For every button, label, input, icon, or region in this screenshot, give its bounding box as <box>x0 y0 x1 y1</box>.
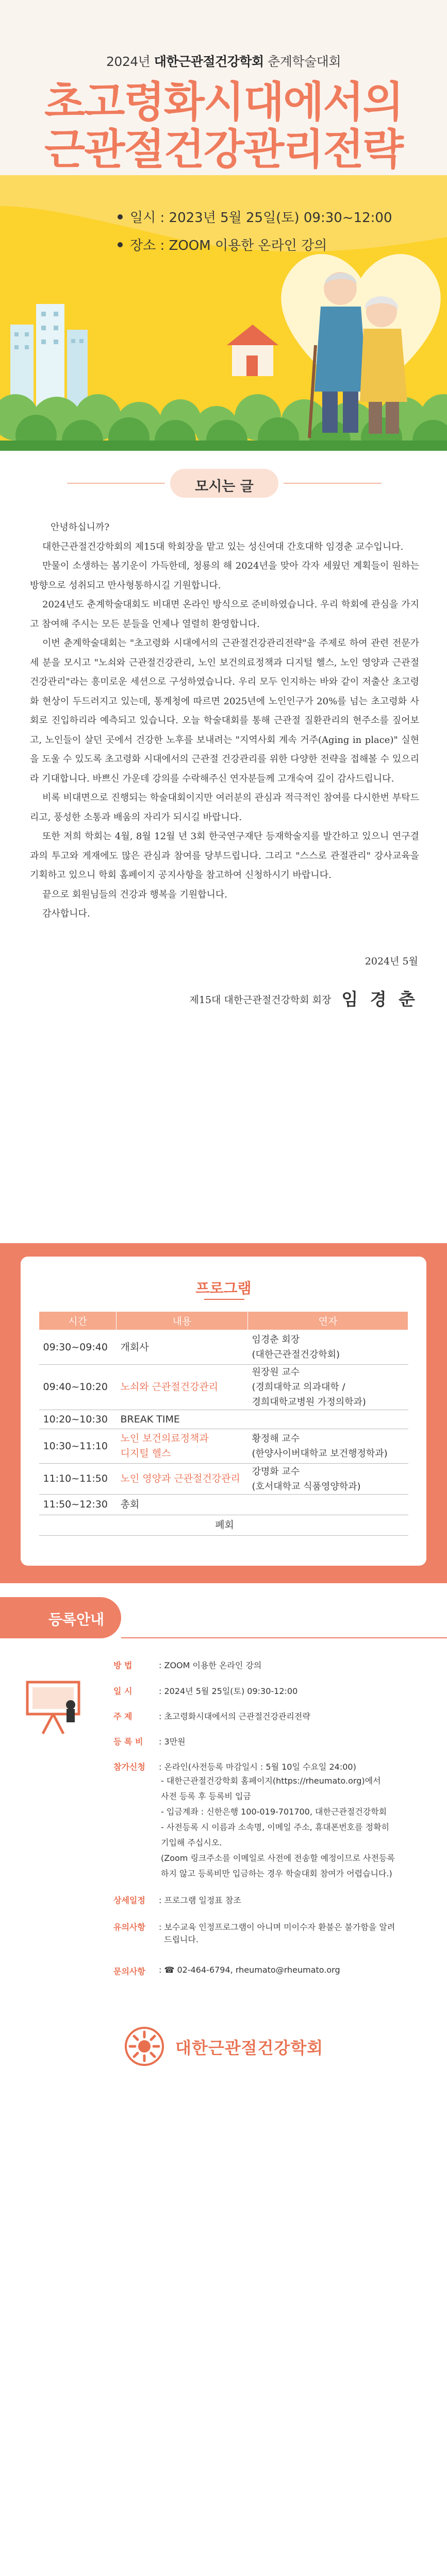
schedule-time: 09:30~09:40 <box>39 1330 117 1365</box>
speaker-line: 강명화 교수 <box>252 1466 300 1477</box>
item-value: : 2024년 5월 25일(토) 09:30-12:00 <box>159 1686 298 1696</box>
schedule-speaker <box>248 1429 408 1464</box>
item-label: 유의사항 <box>113 1922 145 1932</box>
item-value: : 초고령화시대에서의 근관절건강관리전략 <box>159 1711 310 1721</box>
item-label: 상세일정 <box>113 1895 145 1905</box>
footer-logo <box>124 2026 330 2067</box>
schedule-time: 09:40~10:20 <box>39 1365 117 1410</box>
letter-paragraph: 만물이 소생하는 봄기운이 가득한데, 청룡의 해 2024년을 맞아 각자 세웠던 계획들이 원하는 방향으로 성취되고 만사형통하시길 기원합니다. <box>30 561 419 591</box>
apply-detail-line: - 입금계좌 : 신한은행 100-019-701700, 대한근관절건강학회 <box>161 1807 387 1817</box>
schedule-content: 총회 <box>117 1495 248 1515</box>
page-title-line1: 초고령화시대에서의 <box>44 78 403 127</box>
event-place-text: 장소 : ZOOM 이용한 온라인 강의 <box>130 238 327 253</box>
registration-heading <box>0 1597 206 1638</box>
letter-paragraph: 또한 저희 학회는 4월, 8월 12월 년 3회 한국연구재단 등재학술지를 발간하고 있으니 연구결과의 투고와 게재에도 많은 관심과 참여를 당부드립니다. 그리고 "스스로 관절관리" 강사교육을 기획하고 있으니 학회 홈페이지 공지사항을 참고하여 신청하시기 바랍니다. <box>30 831 419 880</box>
letter-body <box>30 502 419 924</box>
apply-detail-line: 하지 않고 등록비만 입금하는 경우 학술대회 참여가 어렵습니다.) <box>161 1869 392 1878</box>
schedule-speaker <box>248 1365 408 1410</box>
apply-detail-line: (Zoom 링크주소를 이메일로 사전에 전송할 예정이므로 사전등록 <box>161 1853 395 1863</box>
table-row-closing <box>39 1515 408 1536</box>
column-header: 시간 <box>39 1312 117 1330</box>
letter-paragraph: 안녕하십니까? <box>51 522 109 533</box>
schedule-speaker <box>248 1330 408 1365</box>
apply-detail-line: 기입해 주십시오. <box>161 1838 222 1848</box>
item-value: : 프로그램 일정표 참조 <box>159 1895 241 1905</box>
letter-heading <box>0 451 447 502</box>
item-label: 등 록 비 <box>113 1737 143 1747</box>
item-value: : 3만원 <box>159 1737 186 1747</box>
conference-subtitle <box>0 52 447 70</box>
item-label: 주 제 <box>113 1711 133 1721</box>
item-label: 문의사항 <box>113 1967 145 1976</box>
house-illustration <box>227 325 278 376</box>
table-row <box>39 1464 408 1495</box>
item-value: 드립니다. <box>164 1935 198 1944</box>
footer-society-name: 대한근관절건강학회 <box>175 2038 324 2058</box>
speaker-line: 경희대학교병원 가정의학과) <box>252 1397 366 1408</box>
item-label: 참가신청 <box>113 1762 145 1772</box>
society-logo-icon <box>124 2026 165 2067</box>
subtitle-society: 대한근관절건강학회 <box>154 54 264 69</box>
divider <box>284 483 382 484</box>
signature-role: 제15대 대한근관절건강학회 회장 <box>189 994 332 1006</box>
hero-banner <box>0 175 447 451</box>
program-title: 프로그램 <box>195 1280 252 1297</box>
schedule-content: 노인 영양과 근관절건강관리 <box>117 1464 248 1495</box>
table-row <box>39 1429 408 1464</box>
letter-paragraph: 비록 비대면으로 진행되는 학술대회이지만 여러분의 관심과 적극적인 참여를 다시한번 부탁드리고, 풍성한 소통과 배움의 자리가 되시길 바랍니다. <box>30 792 419 823</box>
subtitle-suffix: 춘계학술대회 <box>268 54 341 69</box>
letter-title: 모시는 글 <box>195 479 254 495</box>
schedule-speaker <box>248 1495 408 1515</box>
event-datetime-text: 일시 : 2023년 5월 25일(토) 09:30~12:00 <box>130 210 392 226</box>
letter-paragraph: 끝으로 회원님들의 건강과 행복을 기원합니다. <box>42 889 227 900</box>
speaker-line: (경희대학교 의과대학 / <box>252 1382 345 1393</box>
signature-name: 임 경 춘 <box>341 989 418 1009</box>
item-value: : 온라인(사전등록 마감일시 : 5월 10일 수요일 24:00) <box>159 1762 356 1772</box>
letter-paragraph: 감사합니다. <box>42 908 90 919</box>
speaker-line: (한양사이버대학교 보건행정학과) <box>252 1448 388 1459</box>
letter-title-badge <box>170 469 278 498</box>
program-table <box>39 1311 408 1536</box>
bullet-icon <box>118 214 123 219</box>
table-row <box>39 1495 408 1515</box>
program-card <box>21 1257 426 1566</box>
table-row <box>39 1330 408 1365</box>
subtitle-year: 2024년 <box>106 54 151 69</box>
letter-date: 2024년 5월 <box>365 955 418 967</box>
apply-detail-line: - 사전등록 시 이름과 소속명, 이메일 주소, 휴대폰번호를 정확히 <box>161 1822 390 1832</box>
item-value: : 보수교육 인정프로그램이 아니며 미이수자 환불은 불가함을 알려 <box>159 1922 395 1932</box>
hero-header <box>0 0 447 175</box>
item-label: 일 시 <box>113 1686 133 1696</box>
speaker-line: (호서대학교 식품영양학과) <box>252 1481 361 1492</box>
speaker-line: 황정해 교수 <box>252 1433 300 1444</box>
schedule-speaker <box>248 1464 408 1495</box>
item-value: : ☎ 02-464-6794, rheumato@rheumato.org <box>159 1965 340 1975</box>
speaker-line: (대한근관절건강학회) <box>252 1349 340 1360</box>
item-label: 방 법 <box>113 1660 133 1670</box>
schedule-time: 11:10~11:50 <box>39 1464 117 1495</box>
schedule-content: 개회사 <box>117 1330 248 1365</box>
divider <box>67 483 165 484</box>
letter-paragraph: 대한근관절건강학회의 제15대 학회장을 맡고 있는 성신여대 간호대학 임경춘 교수입니다. <box>42 541 404 552</box>
schedule-time: 10:30~11:10 <box>39 1429 117 1464</box>
letter-paragraph: 2024년도 춘계학술대회도 비대면 온라인 방식으로 준비하였습니다. 우리 학회에 관심을 가지고 참여해 주시는 모든 분들을 언제나 열렬히 환영합니다. <box>30 599 419 630</box>
apply-detail-line: - 대한근관절건강학회 홈페이지(https://rheumato.org)에서 <box>161 1776 381 1786</box>
apply-detail-line: 사전 등록 후 등록비 입금 <box>161 1791 251 1801</box>
column-header: 내용 <box>117 1312 248 1330</box>
table-row <box>39 1410 408 1429</box>
program-section <box>0 1243 447 1583</box>
divider <box>121 1637 447 1638</box>
letter-signature <box>0 986 418 1010</box>
event-place <box>118 235 327 254</box>
schedule-content: 노인 보건의료정책과 디지털 헬스 <box>117 1429 248 1464</box>
schedule-content: 노쇠와 근관절건강관리 <box>117 1365 248 1410</box>
schedule-closing: 폐회 <box>39 1515 408 1536</box>
schedule-speaker <box>248 1410 408 1429</box>
event-info <box>118 207 392 279</box>
page-title-line2: 근관절건강관리전략 <box>44 125 403 174</box>
item-value: : ZOOM 이용한 온라인 강의 <box>159 1660 262 1670</box>
schedule-content: BREAK TIME <box>117 1410 248 1429</box>
letter-paragraph: 이번 춘계학술대회는 "초고령화 시대에서의 근관절건강관리전략"을 주제로 하여 관련 전문가 세 분을 모시고 "노쇠와 근관절건강관리, 노인 보건의료정책과 디지털 헬스, 노인 영양과 근관절건강관리"라는 흥미로운 세션으로 구성하였습니다. 우리 모두 인지하는 바와 같이 저출산 초고령화 현상이 두드러지고 있는데, 통계청에 따르면 2025년에 노인인구가 20%를 넘는 초고령화 사회로 진입하리라 예측되고 있습니다. 오늘 학술대회를 통해 근관절 질환관리의 현주소를 짚어보고, 노인들이 살던 곳에서 건강한 노후를 보내려는 "지역사회 계속 거주(Aging in place)" 실현을 도울 수 있도록 초고령화 시대에서의 근관절 건강관리를 위한 다양한 전략을 접해볼 수 있으리라 기대합니다. 바쁘신 가운데 강의를 수락해주신 연자분들께 고개숙여 깊이 감사드립니다. <box>30 638 419 784</box>
divider <box>204 1299 244 1300</box>
registration-title: 등록안내 <box>48 1611 105 1628</box>
table-header-row <box>39 1312 408 1330</box>
bullet-icon <box>118 242 123 247</box>
speaker-line: 원장원 교수 <box>252 1367 300 1378</box>
speaker-line: 임경춘 회장 <box>252 1334 300 1345</box>
schedule-time: 10:20~10:30 <box>39 1410 117 1429</box>
schedule-time: 11:50~12:30 <box>39 1495 117 1515</box>
column-header: 연자 <box>248 1312 408 1330</box>
event-datetime <box>118 207 392 226</box>
presentation-icon <box>23 1678 85 1740</box>
table-row <box>39 1365 408 1410</box>
